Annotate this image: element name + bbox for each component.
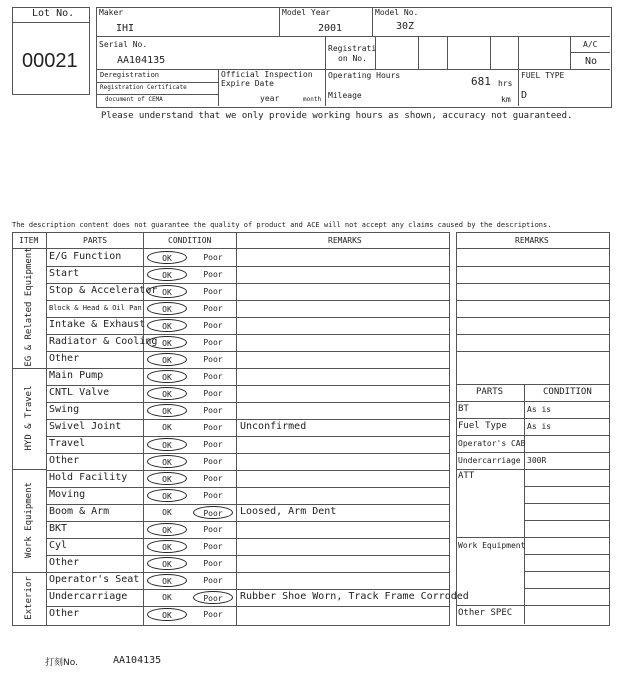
part-label: CNTL Valve [49, 387, 110, 398]
official-label-2: Expire Date [221, 79, 274, 88]
poor-option: Poor [203, 576, 223, 585]
fuel-type-value: D [521, 90, 528, 101]
row-divider [46, 589, 449, 590]
part-label: Intake & Exhaust [49, 319, 146, 330]
lot-number: 00021 [22, 50, 78, 72]
maker-label: Maker [99, 8, 124, 17]
ok-circled: OK [147, 523, 187, 536]
ac-label: A/C [583, 40, 598, 49]
row-divider [46, 555, 449, 556]
row-divider [46, 283, 449, 284]
registration-cert-label: Registration Certificate [100, 84, 187, 91]
row-divider [46, 487, 449, 488]
ok-circled: OK [147, 268, 187, 281]
fuel-value: As is [527, 422, 552, 431]
part-label: Hold Facility [49, 472, 128, 483]
row-divider [46, 436, 449, 437]
poor-option: Poor [203, 270, 223, 279]
footer-label: 打刻No. [45, 658, 78, 668]
ok-circled: OK [147, 251, 187, 264]
km-label: km [501, 95, 511, 104]
cema-label: document of CEMA [105, 96, 163, 103]
row-divider [46, 521, 449, 522]
model-no-value: 30Z [396, 21, 415, 32]
ok-circled: OK [147, 353, 187, 366]
lot-label: Lot No. [32, 8, 75, 19]
part-label: BKT [49, 523, 68, 534]
col-parts: PARTS [83, 236, 108, 245]
part-label: Travel [49, 438, 86, 449]
ok-circled: OK [147, 608, 187, 621]
month-label: month [303, 96, 322, 103]
row-divider [46, 385, 449, 386]
ok-circled: OK [147, 574, 187, 587]
part-label: Stop & Accelerator [49, 285, 158, 296]
group-ext: Exterior [24, 576, 34, 620]
part-label: E/G Function [49, 251, 122, 262]
ok-circled: OK [147, 336, 187, 349]
serial-value: AA104135 [117, 55, 166, 66]
col-condition: CONDITION [168, 236, 212, 245]
row-divider [46, 470, 449, 471]
row-divider [46, 504, 449, 505]
poor-option: Poor [203, 440, 223, 449]
row-divider [46, 419, 449, 420]
hrs-label: hrs [498, 79, 513, 88]
part-label: Other [49, 557, 80, 568]
ok-circled: OK [147, 370, 187, 383]
ok-circled: OK [147, 319, 187, 332]
poor-option: Poor [203, 491, 223, 500]
part-label: Main Pump [49, 370, 104, 381]
serial-label: Serial No. [99, 40, 148, 49]
poor-option: Poor [203, 389, 223, 398]
poor-option: Poor [203, 253, 223, 262]
disclaimer: The description content does not guarantee the quality of product and ACE will not accept any claims caused by the descriptions. [12, 221, 552, 229]
ok-circled: OK [147, 472, 187, 485]
ok-circled: OK [147, 302, 187, 315]
part-label: Block & Head & Oil Pan [49, 304, 142, 312]
ok-circled: OK [147, 438, 187, 451]
part-label: Radiator & Cooling [49, 336, 158, 347]
part-label: Cyl [49, 540, 68, 551]
row-divider [46, 334, 449, 335]
bt-value: As is [527, 405, 552, 414]
poor-circled: Poor [193, 591, 233, 604]
under-value: 300R [527, 456, 547, 465]
poor-option: Poor [203, 610, 223, 619]
part-label: Operator's Seat [49, 574, 140, 585]
ok-circled: OK [147, 404, 187, 417]
official-label-1: Official Inspection [221, 70, 313, 79]
part-label: Swing [49, 404, 80, 415]
part-label: Moving [49, 489, 86, 500]
part-label: Other [49, 455, 80, 466]
col-remarks: REMARKS [328, 236, 362, 245]
operating-hours-label: Operating Hours [328, 71, 401, 80]
att-label: ATT [458, 471, 475, 481]
group-eg: EG & Related Equipment [24, 247, 34, 367]
part-label: Swivel Joint [49, 421, 122, 432]
deregistration-label: Deregistration [100, 71, 160, 79]
work-label: Work Equipment [458, 541, 526, 550]
group-hyd: HYD & Travel [24, 385, 34, 451]
fuel-label: Fuel Type [458, 421, 507, 431]
row-divider [46, 368, 449, 369]
row-divider [46, 453, 449, 454]
poor-option: Poor [203, 559, 223, 568]
model-year-label: Model Year [282, 8, 331, 17]
right-parts-header: PARTS [476, 387, 504, 397]
poor-option: Poor [203, 355, 223, 364]
model-year-value: 2001 [318, 23, 343, 34]
poor-option: Poor [203, 474, 223, 483]
footer-value: AA104135 [113, 655, 162, 666]
bt-label: BT [458, 404, 469, 414]
poor-option: Poor [203, 542, 223, 551]
model-no-label: Model No. [375, 8, 419, 17]
part-label: Start [49, 268, 80, 279]
poor-option: Poor [203, 338, 223, 347]
row-divider [46, 266, 449, 267]
ok-option: OK [162, 508, 172, 517]
ac-value: No [585, 56, 598, 67]
row-remark: Rubber Shoe Worn, Track Frame Corroded [240, 591, 469, 602]
registration-label-1: Registrati [328, 44, 377, 53]
maker-value: IHI [116, 23, 135, 34]
poor-option: Poor [203, 304, 223, 313]
ok-circled: OK [147, 387, 187, 400]
ok-circled: OK [147, 489, 187, 502]
operating-hours-value: 681 [471, 75, 491, 88]
row-divider [46, 538, 449, 539]
cab-label: Operator's CAB [458, 439, 526, 448]
year-label: year [260, 94, 280, 103]
poor-option: Poor [203, 287, 223, 296]
registration-label-2: on No. [338, 54, 367, 63]
part-label: Undercarriage [49, 591, 128, 602]
row-divider [46, 402, 449, 403]
ok-circled: OK [147, 557, 187, 570]
ok-circled: OK [147, 285, 187, 298]
group-work: Work Equipment [24, 482, 34, 558]
ok-circled: OK [147, 540, 187, 553]
ok-circled: OK [147, 455, 187, 468]
row-divider [46, 351, 449, 352]
ok-option: OK [162, 423, 172, 432]
hours-note: Please understand that we only provide working hours as shown, accuracy not guaranteed. [101, 111, 573, 121]
poor-option: Poor [203, 423, 223, 432]
part-label: Other [49, 353, 80, 364]
row-remark: Loosed, Arm Dent [240, 506, 337, 517]
row-divider [46, 572, 449, 573]
poor-option: Poor [203, 525, 223, 534]
row-divider [46, 300, 449, 301]
row-remark: Unconfirmed [240, 421, 307, 432]
right-condition-header: CONDITION [543, 387, 592, 397]
part-label: Boom & Arm [49, 506, 110, 517]
poor-option: Poor [203, 457, 223, 466]
row-divider [46, 606, 449, 607]
under-label: Undercarriage [458, 456, 521, 465]
mileage-label: Mileage [328, 91, 362, 100]
poor-option: Poor [203, 372, 223, 381]
poor-option: Poor [203, 321, 223, 330]
col-item: ITEM [19, 236, 39, 245]
row-divider [46, 317, 449, 318]
part-label: Other [49, 608, 80, 619]
right-remarks-header: REMARKS [515, 236, 549, 245]
poor-option: Poor [203, 406, 223, 415]
fuel-type-label: FUEL TYPE [521, 71, 565, 80]
other-spec-label: Other SPEC [458, 608, 513, 618]
poor-circled: Poor [193, 506, 233, 519]
ok-option: OK [162, 593, 172, 602]
